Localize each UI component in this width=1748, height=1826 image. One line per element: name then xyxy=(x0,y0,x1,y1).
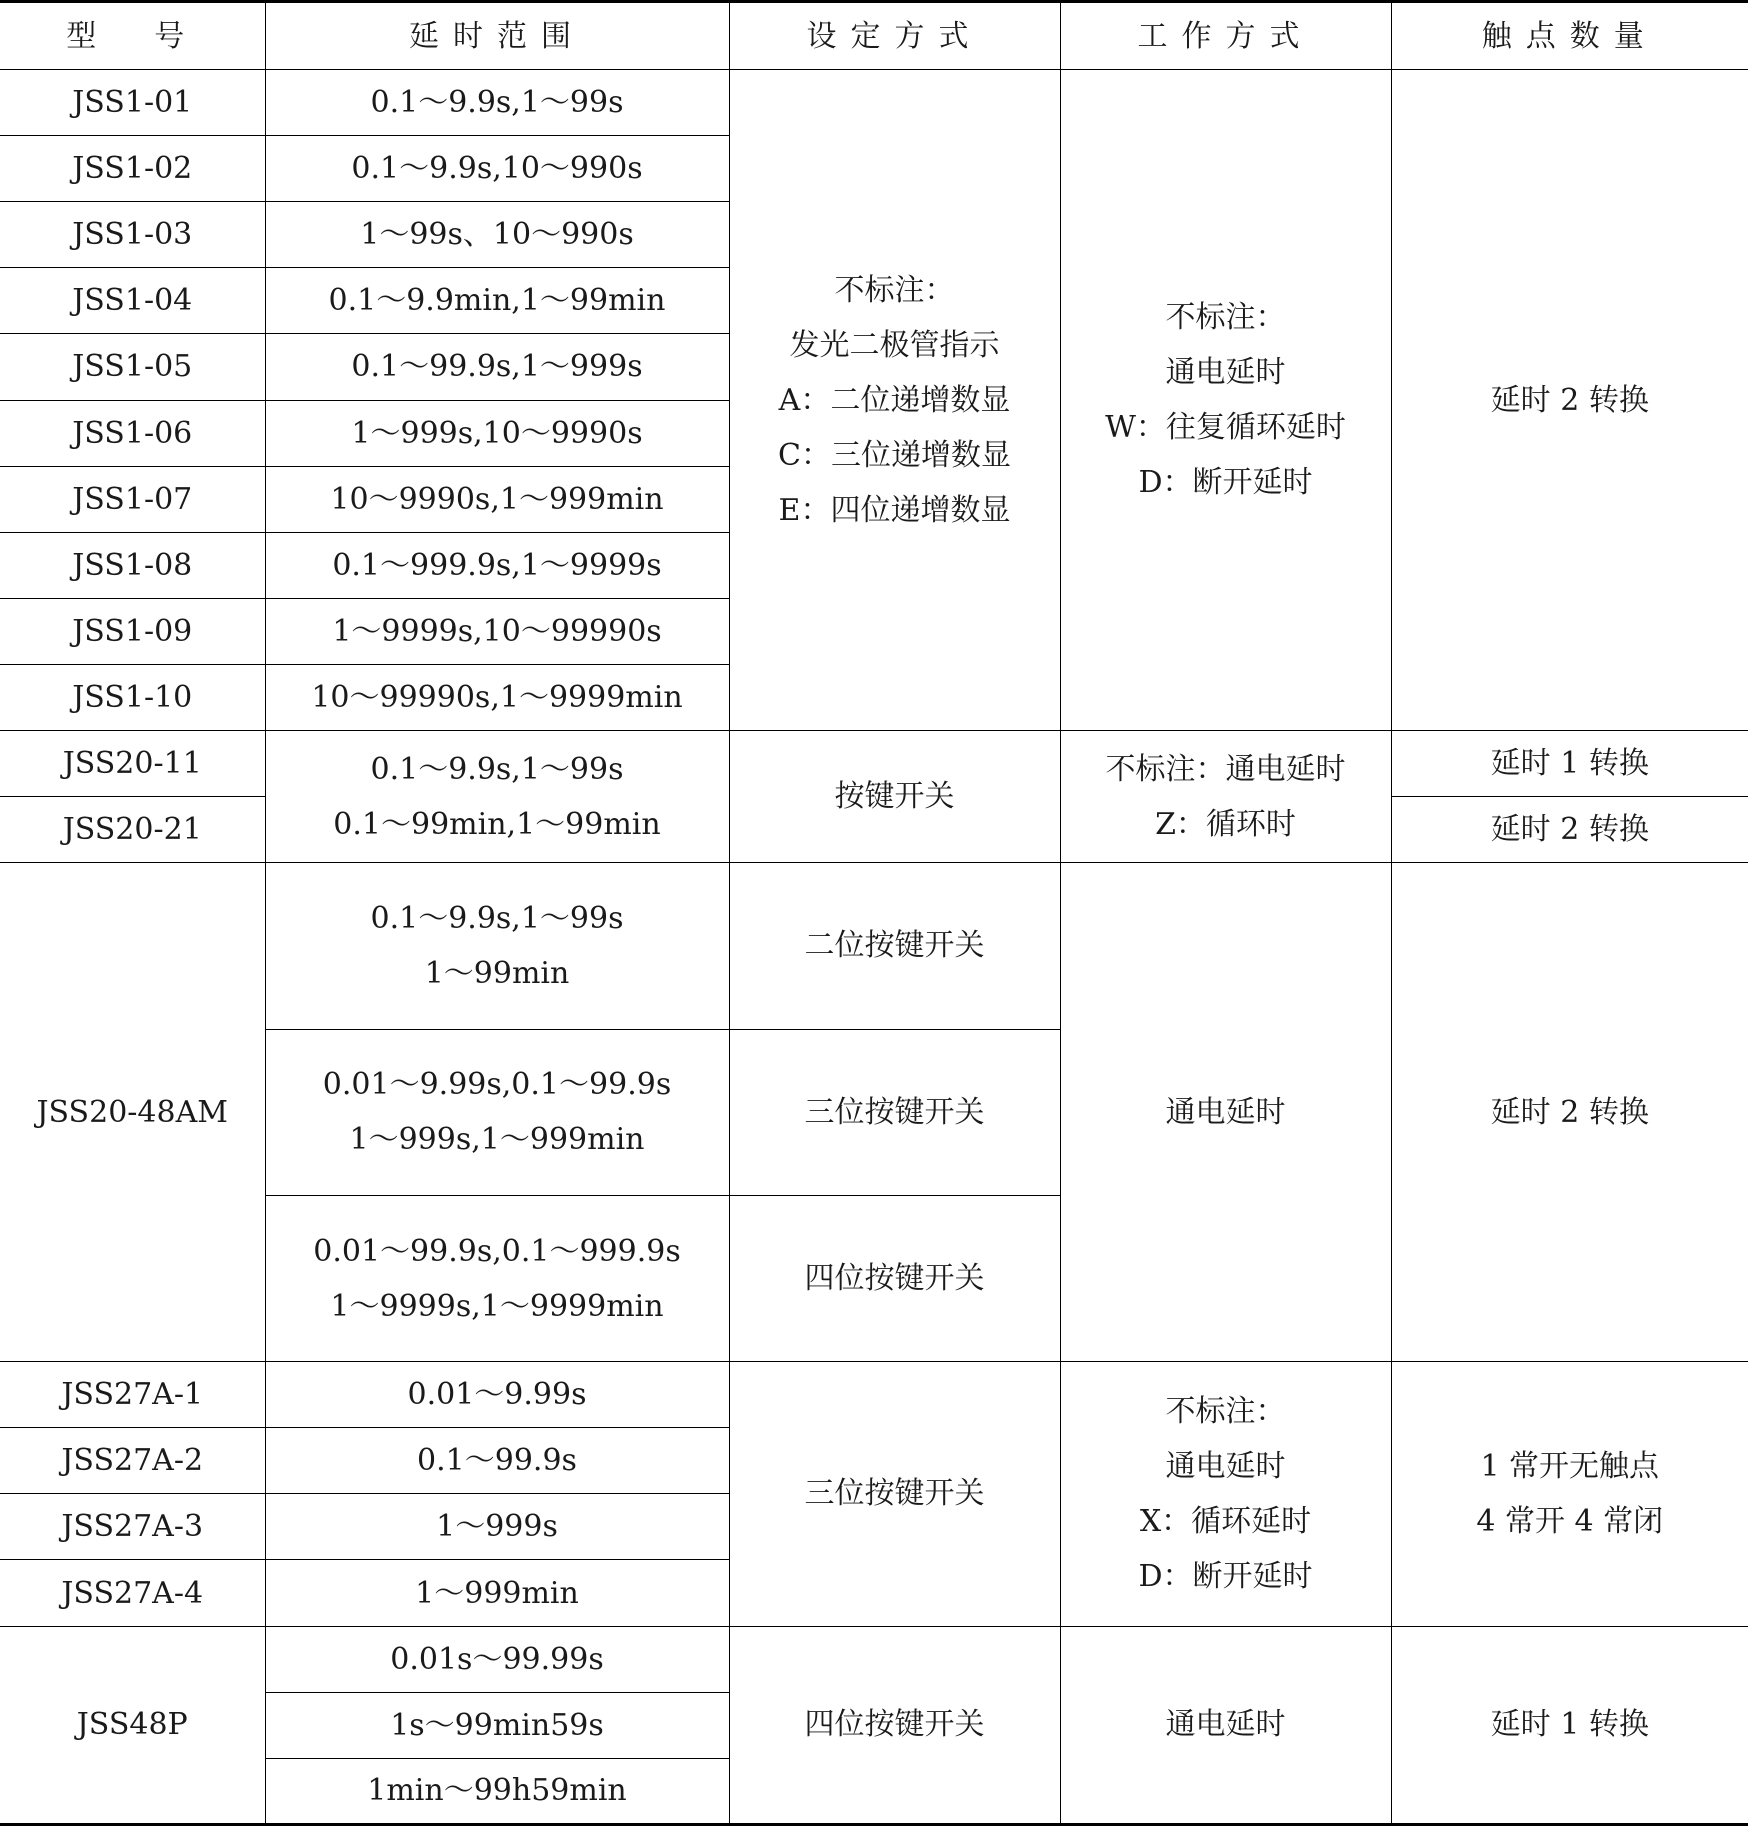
model-cell: JSS27A-3 xyxy=(0,1494,265,1560)
range-line: 1～999s,1～999min xyxy=(349,1122,645,1158)
contacts-cell xyxy=(1391,1362,1748,1626)
table-row xyxy=(0,70,1748,136)
range-cell: 10～9990s,1～999min xyxy=(265,466,729,532)
setting-line: C：三位递增数显 xyxy=(778,437,1011,473)
range-cell: 0.1～9.9min,1～99min xyxy=(265,268,729,334)
range-cell: 0.1～9.9s,10～990s xyxy=(265,136,729,202)
contacts-line: 1 常开无触点 xyxy=(1480,1448,1660,1484)
table-row xyxy=(0,1626,1748,1692)
range-cell: 1min～99h59min xyxy=(265,1758,729,1824)
contacts-cell: 延时 1 转换 xyxy=(1391,1626,1748,1824)
header-row xyxy=(0,2,1748,70)
model-cell: JSS1-10 xyxy=(0,664,265,730)
model-cell: JSS48P xyxy=(0,1626,265,1824)
range-cell: 0.1～99.9s xyxy=(265,1428,729,1494)
mode-line: D：断开延时 xyxy=(1138,1558,1313,1594)
range-line: 0.1～9.9s,1～99s xyxy=(370,900,624,936)
range-cell xyxy=(265,1029,729,1195)
contacts-cell: 延时 1 转换 xyxy=(1391,731,1748,797)
range-line: 1～99min xyxy=(424,955,570,991)
setting-cell: 四位按键开关 xyxy=(729,1195,1060,1361)
mode-line: Z：循环时 xyxy=(1155,806,1296,842)
mode-cell xyxy=(1060,1362,1391,1626)
range-cell xyxy=(265,731,729,863)
contacts-cell: 延时 2 转换 xyxy=(1391,863,1748,1362)
setting-line: 不标注： xyxy=(834,272,955,308)
setting-line: A：二位递增数显 xyxy=(778,382,1011,418)
range-cell: 0.1～99.9s,1～999s xyxy=(265,334,729,400)
range-cell: 1～999min xyxy=(265,1560,729,1626)
model-cell: JSS1-03 xyxy=(0,202,265,268)
range-cell: 1s～99min59s xyxy=(265,1692,729,1758)
table-row xyxy=(0,731,1748,797)
mode-line: 不标注：通电延时 xyxy=(1105,751,1346,787)
range-cell: 1～999s,10～9990s xyxy=(265,400,729,466)
mode-cell xyxy=(1060,70,1391,731)
mode-cell: 通电延时 xyxy=(1060,1626,1391,1824)
model-cell: JSS1-01 xyxy=(0,70,265,136)
mode-line: 不标注： xyxy=(1165,1393,1286,1429)
contacts-line: 4 常开 4 常闭 xyxy=(1476,1503,1664,1539)
setting-cell xyxy=(729,70,1060,731)
model-cell: JSS1-05 xyxy=(0,334,265,400)
range-cell: 1～9999s,10～99990s xyxy=(265,598,729,664)
range-line: 0.01～99.9s,0.1～999.9s xyxy=(313,1233,681,1269)
contacts-cell: 延时 2 转换 xyxy=(1391,70,1748,731)
range-line: 0.1～9.9s,1～99s xyxy=(370,751,624,787)
setting-cell: 四位按键开关 xyxy=(729,1626,1060,1824)
model-cell: JSS27A-2 xyxy=(0,1428,265,1494)
setting-cell: 二位按键开关 xyxy=(729,863,1060,1029)
range-cell: 0.01～9.99s xyxy=(265,1362,729,1428)
model-cell: JSS1-07 xyxy=(0,466,265,532)
header-model: 型 号 xyxy=(0,2,265,70)
range-line: 1～9999s,1～9999min xyxy=(330,1288,664,1324)
range-cell: 1～99s、10～990s xyxy=(265,202,729,268)
setting-cell: 三位按键开关 xyxy=(729,1029,1060,1195)
mode-line: D：断开延时 xyxy=(1138,465,1313,501)
table-row xyxy=(0,1362,1748,1428)
mode-line: 通电延时 xyxy=(1165,355,1286,391)
header-range: 延时范围 xyxy=(265,2,729,70)
range-cell: 0.01s～99.99s xyxy=(265,1626,729,1692)
model-cell: JSS20-11 xyxy=(0,731,265,797)
setting-line: E：四位递增数显 xyxy=(778,492,1011,528)
mode-cell: 通电延时 xyxy=(1060,863,1391,1362)
mode-line: 通电延时 xyxy=(1165,1448,1286,1484)
model-cell: JSS1-06 xyxy=(0,400,265,466)
mode-line: 不标注： xyxy=(1165,300,1286,336)
range-cell xyxy=(265,1195,729,1361)
mode-line: X：循环延时 xyxy=(1139,1503,1312,1539)
header-setting: 设定方式 xyxy=(729,2,1060,70)
range-cell: 1～999s xyxy=(265,1494,729,1560)
range-cell: 10～99990s,1～9999min xyxy=(265,664,729,730)
range-line: 0.1～99min,1～99min xyxy=(333,806,661,842)
setting-cell: 按键开关 xyxy=(729,731,1060,863)
range-cell: 0.1～999.9s,1～9999s xyxy=(265,532,729,598)
header-contacts: 触点数量 xyxy=(1391,2,1748,70)
model-cell: JSS1-04 xyxy=(0,268,265,334)
mode-line: W：往复循环延时 xyxy=(1105,410,1346,446)
model-cell: JSS1-09 xyxy=(0,598,265,664)
model-cell: JSS27A-4 xyxy=(0,1560,265,1626)
setting-line: 发光二极管指示 xyxy=(789,327,1000,363)
mode-cell xyxy=(1060,731,1391,863)
model-cell: JSS27A-1 xyxy=(0,1362,265,1428)
model-cell: JSS20-48AM xyxy=(0,863,265,1362)
header-mode: 工作方式 xyxy=(1060,2,1391,70)
table-row xyxy=(0,863,1748,1029)
range-cell: 0.1～9.9s,1～99s xyxy=(265,70,729,136)
model-cell: JSS1-02 xyxy=(0,136,265,202)
model-cell: JSS1-08 xyxy=(0,532,265,598)
setting-cell: 三位按键开关 xyxy=(729,1362,1060,1626)
contacts-cell: 延时 2 转换 xyxy=(1391,797,1748,863)
range-line: 0.01～9.99s,0.1～99.9s xyxy=(322,1067,672,1103)
model-cell: JSS20-21 xyxy=(0,797,265,863)
range-cell xyxy=(265,863,729,1029)
